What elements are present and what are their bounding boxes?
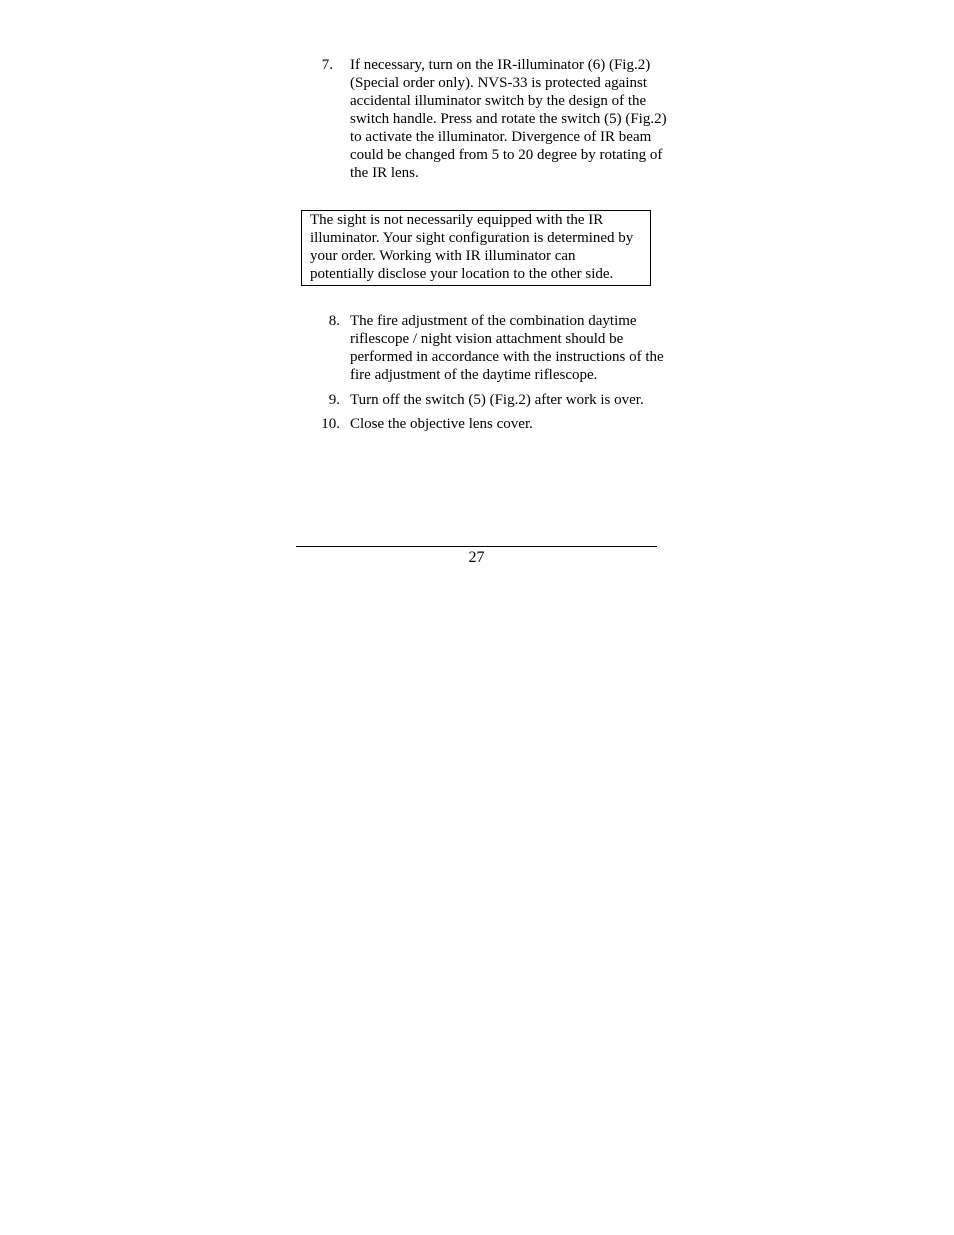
list-item-number: 9. <box>328 392 340 408</box>
list-item-text: Close the objective lens cover. <box>350 416 533 432</box>
note-box <box>301 210 651 286</box>
list-item-number: 10. <box>321 416 340 432</box>
list-item-text: Turn off the switch (5) (Fig.2) after work is over. <box>350 392 644 408</box>
list-item-text: The fire adjustment of the combination daytime riflescope / night vision attachment should be performed in accordance with the instructions of the fire adjustment of the daytime riflescope. <box>350 313 664 383</box>
list-item-number: 7. <box>321 57 333 73</box>
list-item-number: 8. <box>328 313 340 329</box>
page-number: 27 <box>468 549 485 566</box>
footer-divider <box>296 546 657 547</box>
note-text: The sight is not necessarily equipped with the IR illuminator. Your sight configuration is determined by your order. Working with IR illuminator can potentially disclose your location to the other side. <box>310 212 634 282</box>
list-item-text: If necessary, turn on the IR-illuminator (6) (Fig.2) (Special order only). NVS-33 is protected against accidental illuminator switch by the design of the switch handle. Press and rotate the switch (5) (Fig.2) to activate the illuminator. Divergence of IR beam could be changed from 5 to 20 degree by rotating of the IR lens. <box>350 57 667 181</box>
